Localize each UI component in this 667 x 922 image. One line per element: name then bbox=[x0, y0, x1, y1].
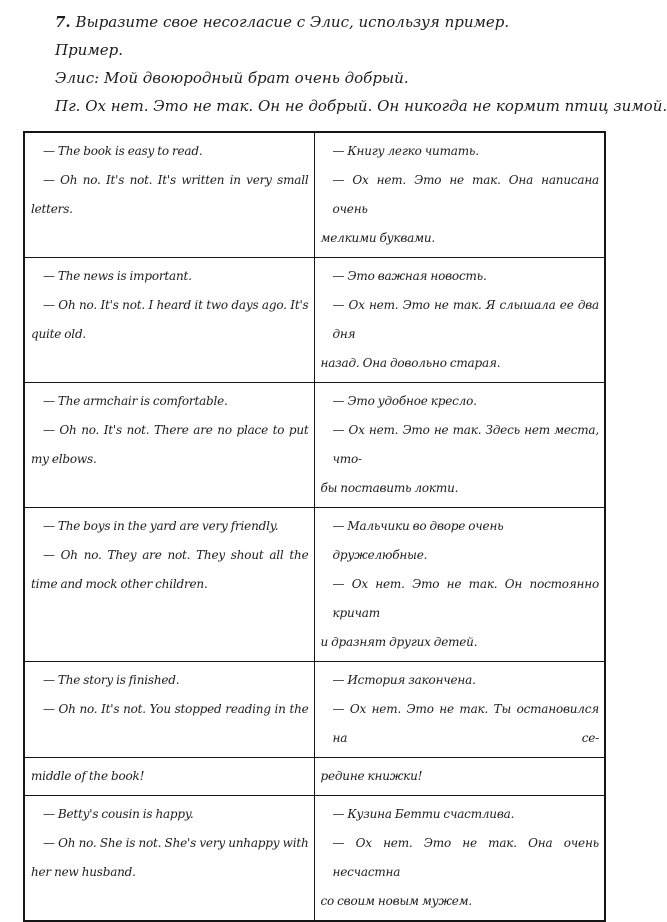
text-line: — История закончена. bbox=[332, 673, 476, 687]
text-line: — Ох нет. Это не так. Он постоянно кричат bbox=[332, 577, 599, 620]
text-line: — Мальчики во дворе очень дружелюбные. bbox=[332, 519, 504, 562]
text-line: letters. bbox=[31, 202, 73, 216]
table-row bbox=[25, 133, 604, 258]
cell-russian bbox=[315, 383, 605, 507]
text-line: редине книжки! bbox=[320, 769, 423, 783]
text-line: her new husband. bbox=[31, 865, 136, 879]
text-line: мелкими буквами. bbox=[320, 231, 435, 245]
exercise-number: 7. bbox=[55, 13, 71, 31]
text-line: — Ох нет. Это не так. Здесь нет места, что- bbox=[332, 423, 599, 466]
alice-label: Элис: bbox=[55, 69, 100, 87]
reply-line bbox=[55, 97, 667, 116]
text-line: — The story is finished. bbox=[43, 673, 180, 687]
text-line: middle of the book! bbox=[31, 769, 145, 783]
table-row bbox=[25, 662, 604, 758]
table-row bbox=[25, 796, 604, 920]
cell-english bbox=[25, 508, 315, 661]
table-row bbox=[25, 383, 604, 508]
text-line: со своим новым мужем. bbox=[320, 894, 473, 908]
cell-russian bbox=[315, 133, 605, 257]
table-row bbox=[25, 258, 604, 383]
text-line: — Oh no. It's not. You stopped reading in the bbox=[43, 702, 309, 716]
alice-line bbox=[55, 69, 623, 88]
text-line: — Книгу легко читать. bbox=[332, 144, 479, 158]
text-line: — The boys in the yard are very friendly. bbox=[43, 519, 279, 533]
cell-russian bbox=[315, 758, 605, 795]
cell-english bbox=[25, 758, 315, 795]
text-line: — Oh no. It's not. There are no place to put bbox=[43, 423, 309, 437]
text-line: — The book is easy to read. bbox=[43, 144, 203, 158]
reply-label: Пг. bbox=[55, 97, 81, 115]
table-row bbox=[25, 758, 604, 796]
text-line: — Ох нет. Это не так. Ты остановился на се- bbox=[332, 702, 599, 745]
cell-russian bbox=[315, 508, 605, 661]
answers-table bbox=[23, 131, 606, 922]
cell-english bbox=[25, 133, 315, 257]
table-row bbox=[25, 508, 604, 662]
text-line: — Это важная новость. bbox=[332, 269, 487, 283]
text-line: — Betty's cousin is happy. bbox=[43, 807, 194, 821]
text-line: — Oh no. It's not. It's written in very small bbox=[43, 173, 309, 187]
cell-russian bbox=[315, 796, 605, 920]
text-line: — Oh no. It's not. I heard it two days ago. It's bbox=[43, 298, 309, 312]
cell-english bbox=[25, 383, 315, 507]
reply-text: Ох нет. Это не так. Он не добрый. Он никогда не кормит птиц зимой. bbox=[85, 97, 667, 115]
text-line: — Oh no. They are not. They shout all the bbox=[43, 548, 309, 562]
text-line: — Oh no. She is not. She's very unhappy with bbox=[43, 836, 309, 850]
text-line: — Ох нет. Это не так. Я слышала ее два дня bbox=[332, 298, 599, 341]
cell-russian bbox=[315, 258, 605, 382]
text-line: my elbows. bbox=[31, 452, 97, 466]
text-line: quite old. bbox=[31, 327, 87, 341]
text-line: — Это удобное кресло. bbox=[332, 394, 477, 408]
text-line: — Кузина Бетти счастлива. bbox=[332, 807, 515, 821]
text-line: — Ох нет. Это не так. Она очень несчастна bbox=[332, 836, 599, 879]
alice-text: Мой двоюродный брат очень добрый. bbox=[103, 69, 409, 87]
task-line bbox=[55, 13, 623, 32]
cell-russian bbox=[315, 662, 605, 757]
text-line: назад. Она довольно старая. bbox=[320, 356, 501, 370]
example-label: Пример. bbox=[55, 41, 124, 59]
cell-english bbox=[25, 796, 315, 920]
text-line: бы поставить локти. bbox=[320, 481, 459, 495]
text-line: и дразнят других детей. bbox=[320, 635, 478, 649]
cell-english bbox=[25, 258, 315, 382]
text-line: — The news is important. bbox=[43, 269, 192, 283]
text-line: — The armchair is comfortable. bbox=[43, 394, 228, 408]
exercise-header bbox=[0, 0, 667, 116]
task-text: Выразите свое несогласие с Элис, используя пример. bbox=[75, 13, 510, 31]
text-line: — Ох нет. Это не так. Она написана очень bbox=[332, 173, 599, 216]
cell-english bbox=[25, 662, 315, 757]
text-line: time and mock other children. bbox=[31, 577, 208, 591]
